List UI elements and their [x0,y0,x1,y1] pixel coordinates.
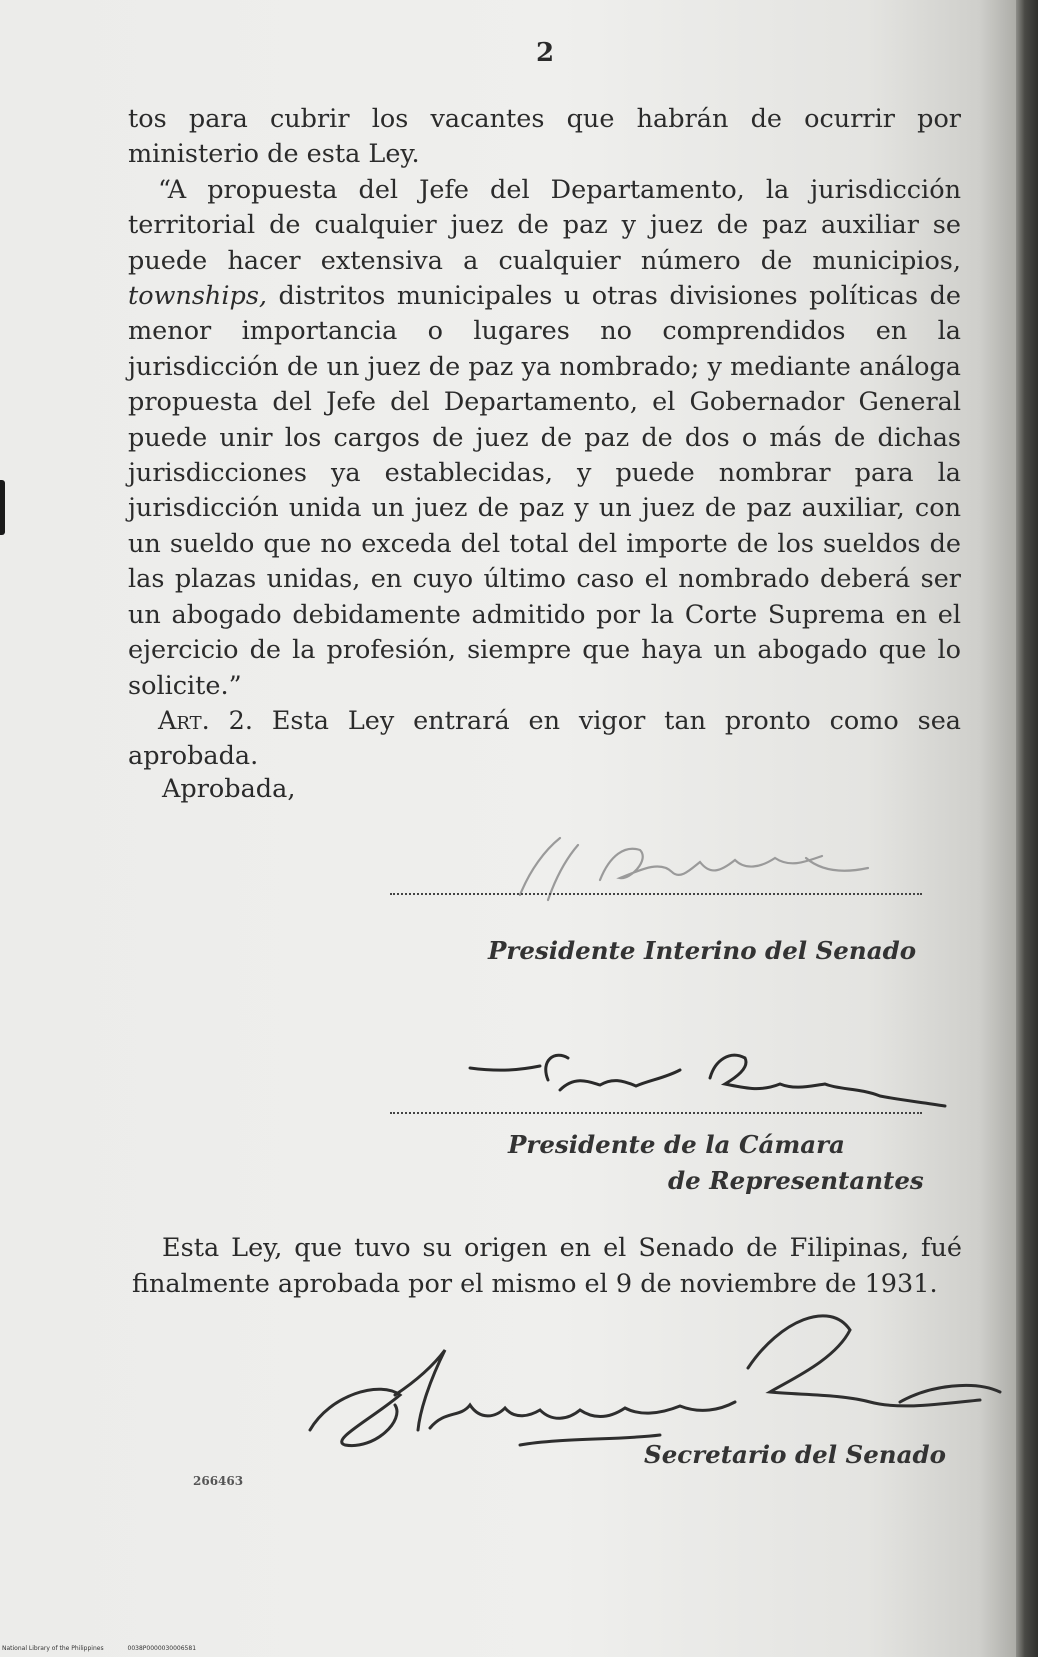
approved-label: Aprobada, [162,774,296,804]
article-text: Esta Ley entrará en vigor tan pronto como sea aprobada. [128,705,961,772]
amendment-text-end: distritos municipales u otras divisiones políticas de menor importancia o lugares no comprendidos en la jurisdicción de un juez de paz ya nombrado; y mediante análoga propuesta del Jefe del Departamento, el Gobernador General puede unir los cargos de juez de paz de dos o más de dichas jurisdicciones ya establecidas, y puede nombrar para la jurisdicción unida un juez de paz y un juez de paz auxiliar, con un sueldo que no exceda del total del importe de los sueldos de las plazas unidas, en cuyo último caso el nombrado deberá ser un abogado debidamente admitido por la Corte Suprema en el ejercicio de la profesión, siempre que haya un abogado que lo solicite.” [128,281,961,701]
senate-president-title: Presidente Interino del Senado [488,936,917,965]
senate-secretary-title: Secretario del Senado [644,1440,946,1469]
document-code: 266463 [193,1474,244,1488]
amendment-text-start: “A propuesta del Jefe del Departamento, la jurisdicción territorial de cualquier juez de paz y juez de paz auxiliar se puede hacer extensiva a cualquier número de municipios, [128,174,961,276]
house-president-title-line1: Presidente de la Cámara [508,1130,845,1159]
article-label: Art. 2. [158,705,253,736]
house-president-title-line2: de Representantes [668,1166,924,1195]
paragraph-continuation: tos para cubrir los vacantes que habrán de ocurrir por ministerio de esta Ley. [128,104,961,170]
closing-paragraph: Esta Ley, que tuvo su origen en el Senado de Filipinas, fué finalmente aprobada por el mismo el 9 de noviembre de 1931. [132,1233,962,1299]
amendment-italic-term: townships, [128,281,268,312]
footer-image-id: 0038P0000030006581 [127,1645,197,1652]
footer-library: National Library of the Philippines [2,1645,104,1652]
page-footer [2,1645,218,1652]
page-number: 2 [535,38,555,68]
